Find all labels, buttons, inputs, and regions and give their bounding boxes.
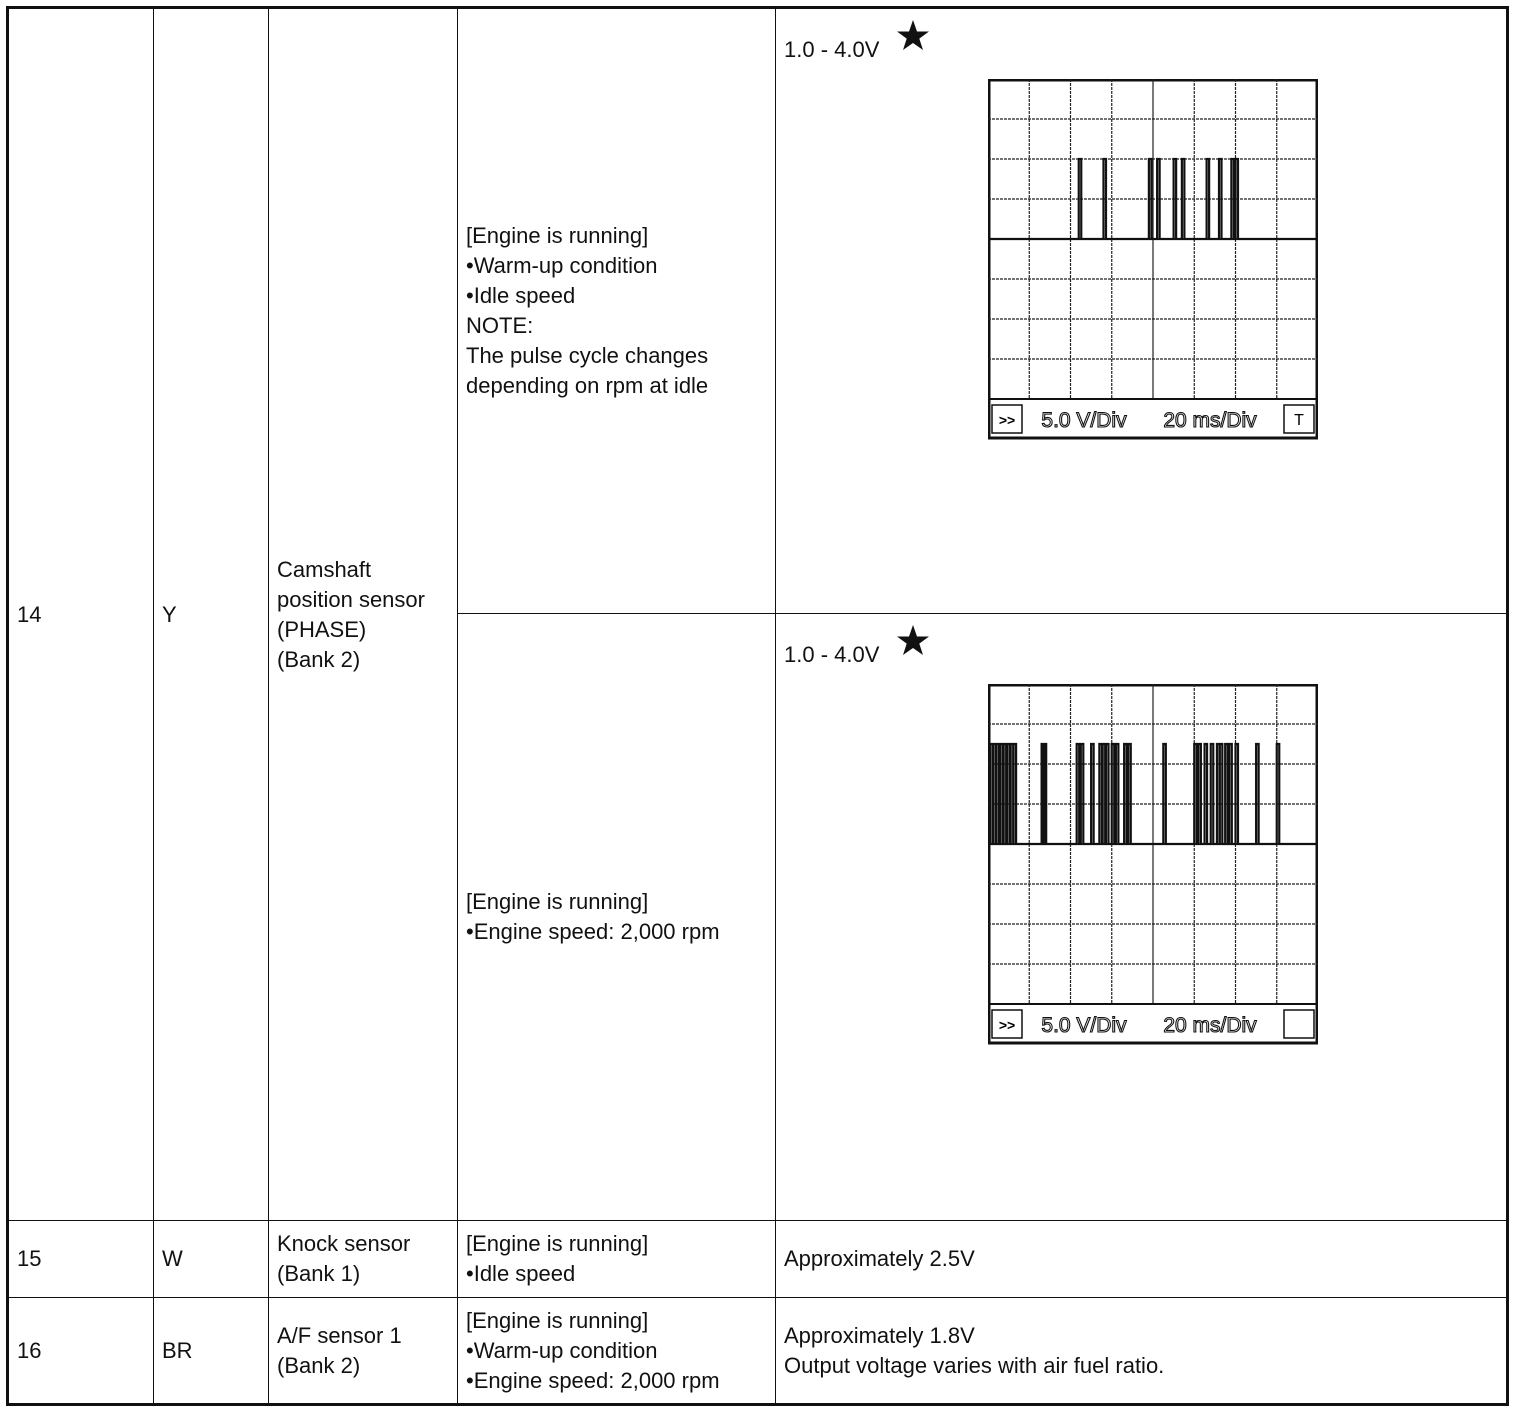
condition-line: NOTE: [466, 313, 534, 338]
condition-cell [458, 1298, 776, 1405]
condition-cell [458, 614, 776, 1221]
value-line: Approximately 2.5V [784, 1246, 975, 1271]
table-row [8, 1298, 1508, 1405]
scope-arrow-icon: >> [998, 1017, 1016, 1033]
condition-cell [458, 8, 776, 614]
scope-arrow-icon: >> [998, 412, 1016, 428]
time-per-div: 20 ms/Div [1163, 409, 1257, 432]
item-line: (Bank 2) [277, 1352, 361, 1378]
condition-line: •Warm-up condition [466, 1337, 658, 1363]
time-per-div: 20 ms/Div [1163, 1014, 1257, 1037]
item-line: Knock sensor [277, 1231, 411, 1256]
item-description [269, 1221, 458, 1298]
item-line: (Bank 1) [277, 1261, 361, 1286]
item-description [269, 8, 458, 1221]
terminal-spec-table [6, 6, 1509, 1406]
condition-line: depending on rpm at idle [466, 373, 709, 398]
value-cell [776, 1298, 1508, 1405]
condition-line: [Engine is running] [466, 223, 649, 248]
value-line: Output voltage varies with air fuel ratio. [784, 1352, 1165, 1378]
table-row [8, 8, 1508, 614]
condition-line: The pulse cycle changes [466, 343, 709, 368]
item-line: position sensor [277, 586, 425, 612]
terminal-number: 16 [8, 1298, 154, 1405]
condition-line: •Idle speed [466, 283, 576, 308]
condition-line: [Engine is running] [466, 1307, 649, 1333]
volts-per-div: 5.0 V/Div [1041, 1014, 1127, 1037]
item-line: (Bank 2) [277, 646, 361, 672]
terminal-number: 15 [8, 1221, 154, 1298]
condition-line: •Warm-up condition [466, 253, 658, 278]
volts-per-div: 5.0 V/Div [1041, 409, 1127, 432]
item-description [269, 1298, 458, 1405]
wire-color: Y [154, 8, 269, 1221]
item-line: (PHASE) [277, 616, 367, 642]
value-line: Approximately 1.8V [784, 1322, 975, 1348]
item-line: A/F sensor 1 [277, 1322, 402, 1348]
condition-line: •Idle speed [466, 1261, 576, 1286]
condition-line: •Engine speed: 2,000 rpm [466, 919, 720, 944]
wire-color: W [154, 1221, 269, 1298]
table-row [8, 1221, 1508, 1298]
oscilloscope-waveform [988, 79, 1318, 441]
condition-line: •Engine speed: 2,000 rpm [466, 1367, 720, 1393]
item-line: Camshaft [277, 556, 372, 582]
star-icon [896, 624, 930, 658]
value-cell [776, 1221, 1508, 1298]
voltage-value: 1.0 - 4.0V [784, 37, 880, 62]
condition-line: [Engine is running] [466, 1231, 649, 1256]
condition-cell [458, 1221, 776, 1298]
value-cell [776, 614, 1508, 1221]
scope-trigger-label: T [1294, 412, 1304, 429]
terminal-number: 14 [8, 8, 154, 1221]
wire-color: BR [154, 1298, 269, 1405]
value-cell [776, 8, 1508, 614]
star-icon [896, 19, 930, 53]
condition-line: [Engine is running] [466, 889, 649, 914]
voltage-value: 1.0 - 4.0V [784, 642, 880, 667]
oscilloscope-waveform [988, 684, 1318, 1046]
